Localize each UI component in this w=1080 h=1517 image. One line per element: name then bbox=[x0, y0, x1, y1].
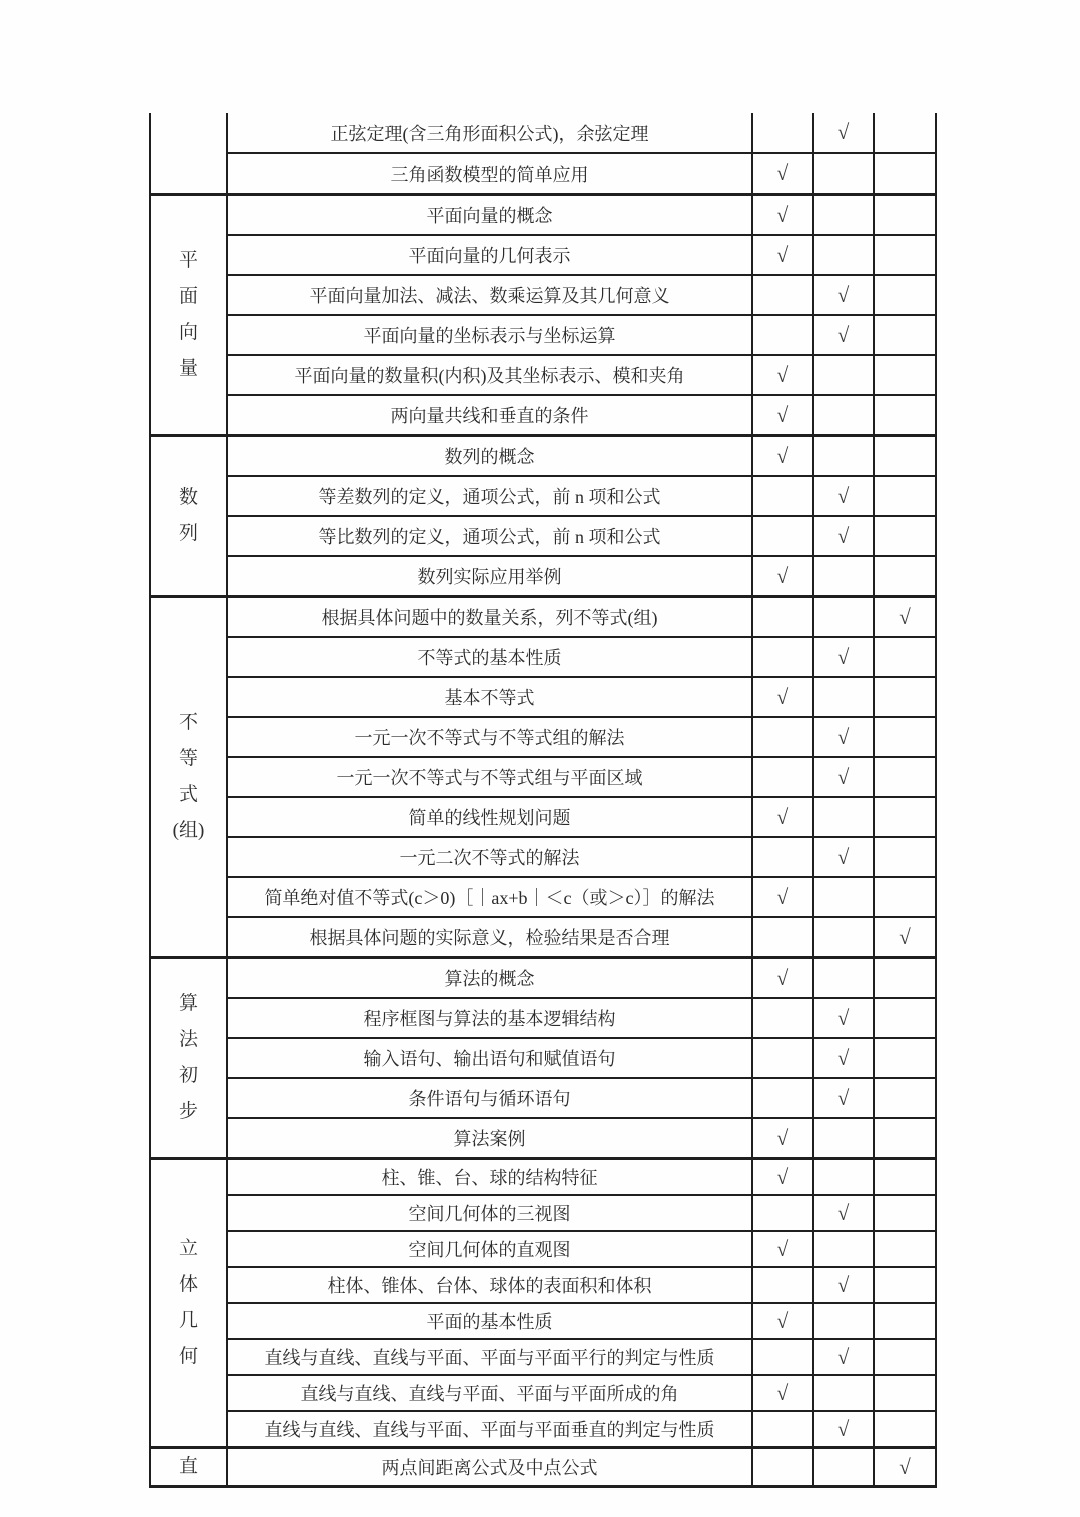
table-row bbox=[150, 1411, 936, 1448]
check-empty-cell bbox=[813, 1303, 874, 1339]
topic-cell: 两向量共线和垂直的条件 bbox=[227, 395, 752, 436]
topic-cell: 等比数列的定义，通项公式，前 n 项和公式 bbox=[227, 516, 752, 556]
table-row bbox=[150, 597, 936, 638]
category-label-line: 立 bbox=[178, 1238, 198, 1259]
table-row bbox=[150, 998, 936, 1038]
table-row bbox=[150, 1267, 936, 1303]
topic-cell: 空间几何体的直观图 bbox=[227, 1231, 752, 1267]
topic-cell: 平面向量的坐标表示与坐标运算 bbox=[227, 315, 752, 355]
check-empty-cell bbox=[874, 958, 936, 999]
check-mark-cell: √ bbox=[752, 556, 813, 597]
check-empty-cell bbox=[874, 153, 936, 195]
category-label-line: 平 bbox=[178, 250, 198, 271]
check-mark-cell: √ bbox=[813, 113, 874, 153]
check-mark-cell: √ bbox=[813, 315, 874, 355]
category-label-line: 何 bbox=[178, 1346, 198, 1367]
topic-cell: 一元二次不等式的解法 bbox=[227, 837, 752, 877]
check-empty-cell bbox=[874, 1118, 936, 1159]
check-empty-cell bbox=[752, 476, 813, 516]
check-empty-cell bbox=[813, 355, 874, 395]
check-mark-cell: √ bbox=[874, 1448, 936, 1487]
table-row bbox=[150, 195, 936, 236]
table-row bbox=[150, 1078, 936, 1118]
category-label-line: 算 bbox=[178, 993, 198, 1014]
table-row bbox=[150, 1118, 936, 1159]
check-mark-cell: √ bbox=[752, 195, 813, 236]
check-empty-cell bbox=[813, 958, 874, 999]
topic-cell: 数列的概念 bbox=[227, 436, 752, 477]
check-mark-cell: √ bbox=[752, 235, 813, 275]
check-empty-cell bbox=[752, 1267, 813, 1303]
table-row bbox=[150, 1339, 936, 1375]
check-mark-cell: √ bbox=[752, 395, 813, 436]
check-empty-cell bbox=[752, 1078, 813, 1118]
check-empty-cell bbox=[752, 1411, 813, 1448]
check-mark-cell: √ bbox=[752, 1375, 813, 1411]
syllabus-table bbox=[149, 113, 937, 1488]
table-row bbox=[150, 436, 936, 477]
check-mark-cell: √ bbox=[752, 677, 813, 717]
check-empty-cell bbox=[874, 436, 936, 477]
check-mark-cell: √ bbox=[813, 1411, 874, 1448]
check-empty-cell bbox=[874, 395, 936, 436]
topic-cell: 一元一次不等式与不等式组与平面区域 bbox=[227, 757, 752, 797]
table-row bbox=[150, 113, 936, 153]
check-empty-cell bbox=[874, 998, 936, 1038]
topic-cell: 柱、锥、台、球的结构特征 bbox=[227, 1159, 752, 1196]
table-row bbox=[150, 395, 936, 436]
table-row bbox=[150, 1448, 936, 1487]
check-empty-cell bbox=[752, 837, 813, 877]
syllabus-table-wrap bbox=[149, 113, 937, 1488]
topic-cell: 输入语句、输出语句和赋值语句 bbox=[227, 1038, 752, 1078]
check-empty-cell bbox=[813, 597, 874, 638]
category-label-line: 体 bbox=[178, 1274, 198, 1295]
check-empty-cell bbox=[752, 1339, 813, 1375]
topic-cell: 算法案例 bbox=[227, 1118, 752, 1159]
check-mark-cell: √ bbox=[813, 516, 874, 556]
check-mark-cell: √ bbox=[813, 1038, 874, 1078]
check-empty-cell bbox=[752, 113, 813, 153]
check-empty-cell bbox=[874, 1159, 936, 1196]
check-mark-cell: √ bbox=[874, 917, 936, 958]
check-empty-cell bbox=[752, 757, 813, 797]
topic-cell: 空间几何体的三视图 bbox=[227, 1195, 752, 1231]
category-label-line: 法 bbox=[178, 1029, 198, 1050]
syllabus-table-body bbox=[150, 113, 936, 1487]
table-row bbox=[150, 958, 936, 999]
check-empty-cell bbox=[874, 797, 936, 837]
category-cell-不等式(组) bbox=[150, 597, 227, 958]
check-empty-cell bbox=[874, 355, 936, 395]
category-cell-算法初步 bbox=[150, 958, 227, 1159]
topic-cell: 两点间距离公式及中点公式 bbox=[227, 1448, 752, 1487]
check-empty-cell bbox=[874, 1078, 936, 1118]
table-row bbox=[150, 1159, 936, 1196]
check-empty-cell bbox=[874, 275, 936, 315]
topic-cell: 直线与直线、直线与平面、平面与平面所成的角 bbox=[227, 1375, 752, 1411]
table-row bbox=[150, 1195, 936, 1231]
check-mark-cell: √ bbox=[813, 837, 874, 877]
check-mark-cell: √ bbox=[752, 797, 813, 837]
check-empty-cell bbox=[874, 1195, 936, 1231]
category-label-line: 直 bbox=[178, 1456, 198, 1477]
topic-cell: 简单绝对值不等式(c＞0)［｜ax+b｜＜c（或＞c）］的解法 bbox=[227, 877, 752, 917]
category-cell-empty bbox=[150, 113, 227, 195]
check-empty-cell bbox=[874, 757, 936, 797]
table-row bbox=[150, 1375, 936, 1411]
check-empty-cell bbox=[813, 395, 874, 436]
topic-cell: 等差数列的定义，通项公式，前 n 项和公式 bbox=[227, 476, 752, 516]
check-empty-cell bbox=[874, 837, 936, 877]
check-empty-cell bbox=[874, 677, 936, 717]
check-empty-cell bbox=[813, 195, 874, 236]
check-empty-cell bbox=[874, 1411, 936, 1448]
topic-cell: 直线与直线、直线与平面、平面与平面垂直的判定与性质 bbox=[227, 1411, 752, 1448]
category-label-line: 步 bbox=[178, 1101, 198, 1122]
check-empty-cell bbox=[752, 998, 813, 1038]
check-mark-cell: √ bbox=[752, 958, 813, 999]
table-row bbox=[150, 757, 936, 797]
topic-cell: 程序框图与算法的基本逻辑结构 bbox=[227, 998, 752, 1038]
check-empty-cell bbox=[874, 1231, 936, 1267]
check-empty-cell bbox=[813, 235, 874, 275]
category-label-line: 式 bbox=[178, 784, 198, 805]
table-row bbox=[150, 556, 936, 597]
category-label-line: (组) bbox=[172, 820, 205, 841]
topic-cell: 平面向量的几何表示 bbox=[227, 235, 752, 275]
check-empty-cell bbox=[752, 597, 813, 638]
topic-cell: 不等式的基本性质 bbox=[227, 637, 752, 677]
check-mark-cell: √ bbox=[813, 1195, 874, 1231]
check-empty-cell bbox=[813, 917, 874, 958]
check-empty-cell bbox=[813, 797, 874, 837]
topic-cell: 柱体、锥体、台体、球体的表面积和体积 bbox=[227, 1267, 752, 1303]
table-row bbox=[150, 1038, 936, 1078]
check-empty-cell bbox=[874, 637, 936, 677]
topic-cell: 根据具体问题的实际意义，检验结果是否合理 bbox=[227, 917, 752, 958]
check-empty-cell bbox=[813, 1375, 874, 1411]
topic-cell: 直线与直线、直线与平面、平面与平面平行的判定与性质 bbox=[227, 1339, 752, 1375]
check-empty-cell bbox=[874, 195, 936, 236]
check-empty-cell bbox=[752, 315, 813, 355]
check-mark-cell: √ bbox=[752, 1231, 813, 1267]
topic-cell: 平面向量的概念 bbox=[227, 195, 752, 236]
topic-cell: 简单的线性规划问题 bbox=[227, 797, 752, 837]
check-empty-cell bbox=[874, 877, 936, 917]
check-mark-cell: √ bbox=[813, 1339, 874, 1375]
check-empty-cell bbox=[752, 516, 813, 556]
table-row bbox=[150, 153, 936, 195]
check-empty-cell bbox=[874, 235, 936, 275]
table-row bbox=[150, 476, 936, 516]
check-empty-cell bbox=[813, 436, 874, 477]
check-mark-cell: √ bbox=[813, 275, 874, 315]
check-mark-cell: √ bbox=[752, 1159, 813, 1196]
check-mark-cell: √ bbox=[813, 998, 874, 1038]
table-row bbox=[150, 315, 936, 355]
table-row bbox=[150, 637, 936, 677]
category-cell-数列 bbox=[150, 436, 227, 597]
category-label-line: 等 bbox=[178, 748, 198, 769]
check-empty-cell bbox=[874, 1267, 936, 1303]
check-empty-cell bbox=[874, 113, 936, 153]
check-empty-cell bbox=[874, 1339, 936, 1375]
check-empty-cell bbox=[813, 1118, 874, 1159]
check-mark-cell: √ bbox=[813, 757, 874, 797]
check-empty-cell bbox=[752, 717, 813, 757]
table-row bbox=[150, 516, 936, 556]
check-mark-cell: √ bbox=[752, 355, 813, 395]
check-mark-cell: √ bbox=[813, 717, 874, 757]
table-row bbox=[150, 1231, 936, 1267]
table-row bbox=[150, 797, 936, 837]
check-mark-cell: √ bbox=[813, 637, 874, 677]
check-mark-cell: √ bbox=[874, 597, 936, 638]
topic-cell: 根据具体问题中的数量关系，列不等式(组) bbox=[227, 597, 752, 638]
check-mark-cell: √ bbox=[813, 476, 874, 516]
table-row bbox=[150, 917, 936, 958]
category-label-line: 向 bbox=[178, 322, 198, 343]
check-empty-cell bbox=[752, 1195, 813, 1231]
table-row bbox=[150, 355, 936, 395]
check-empty-cell bbox=[813, 556, 874, 597]
table-row bbox=[150, 275, 936, 315]
check-mark-cell: √ bbox=[752, 1303, 813, 1339]
check-empty-cell bbox=[813, 677, 874, 717]
check-empty-cell bbox=[813, 1231, 874, 1267]
topic-cell: 平面的基本性质 bbox=[227, 1303, 752, 1339]
table-row bbox=[150, 837, 936, 877]
check-empty-cell bbox=[752, 917, 813, 958]
topic-cell: 算法的概念 bbox=[227, 958, 752, 999]
table-row bbox=[150, 677, 936, 717]
table-row bbox=[150, 1303, 936, 1339]
check-empty-cell bbox=[874, 556, 936, 597]
topic-cell: 一元一次不等式与不等式组的解法 bbox=[227, 717, 752, 757]
category-label-line: 面 bbox=[178, 286, 198, 307]
category-cell-立体几何 bbox=[150, 1159, 227, 1448]
check-mark-cell: √ bbox=[752, 1118, 813, 1159]
topic-cell: 三角函数模型的简单应用 bbox=[227, 153, 752, 195]
category-cell-平面向量 bbox=[150, 195, 227, 436]
check-empty-cell bbox=[752, 275, 813, 315]
check-mark-cell: √ bbox=[813, 1267, 874, 1303]
check-mark-cell: √ bbox=[752, 436, 813, 477]
check-empty-cell bbox=[813, 877, 874, 917]
check-empty-cell bbox=[813, 1448, 874, 1487]
category-label-line: 数 bbox=[178, 487, 198, 508]
check-empty-cell bbox=[752, 1448, 813, 1487]
category-label-line: 列 bbox=[178, 523, 198, 544]
check-mark-cell: √ bbox=[813, 1078, 874, 1118]
topic-cell: 平面向量的数量积(内积)及其坐标表示、模和夹角 bbox=[227, 355, 752, 395]
table-row bbox=[150, 717, 936, 757]
check-empty-cell bbox=[874, 1303, 936, 1339]
category-cell-直 bbox=[150, 1448, 227, 1487]
category-label-line: 几 bbox=[178, 1310, 198, 1331]
topic-cell: 数列实际应用举例 bbox=[227, 556, 752, 597]
check-empty-cell bbox=[874, 516, 936, 556]
check-empty-cell bbox=[874, 717, 936, 757]
table-row bbox=[150, 877, 936, 917]
topic-cell: 正弦定理(含三角形面积公式)，余弦定理 bbox=[227, 113, 752, 153]
table-row bbox=[150, 235, 936, 275]
check-mark-cell: √ bbox=[752, 153, 813, 195]
category-label-line: 初 bbox=[178, 1065, 198, 1086]
check-empty-cell bbox=[874, 1375, 936, 1411]
category-label-line: 量 bbox=[178, 358, 198, 379]
check-empty-cell bbox=[752, 1038, 813, 1078]
category-label-line: 不 bbox=[178, 712, 198, 733]
topic-cell: 条件语句与循环语句 bbox=[227, 1078, 752, 1118]
check-empty-cell bbox=[813, 153, 874, 195]
check-empty-cell bbox=[813, 1159, 874, 1196]
check-empty-cell bbox=[752, 637, 813, 677]
check-empty-cell bbox=[874, 476, 936, 516]
check-empty-cell bbox=[874, 1038, 936, 1078]
topic-cell: 基本不等式 bbox=[227, 677, 752, 717]
check-mark-cell: √ bbox=[752, 877, 813, 917]
topic-cell: 平面向量加法、减法、数乘运算及其几何意义 bbox=[227, 275, 752, 315]
check-empty-cell bbox=[874, 315, 936, 355]
